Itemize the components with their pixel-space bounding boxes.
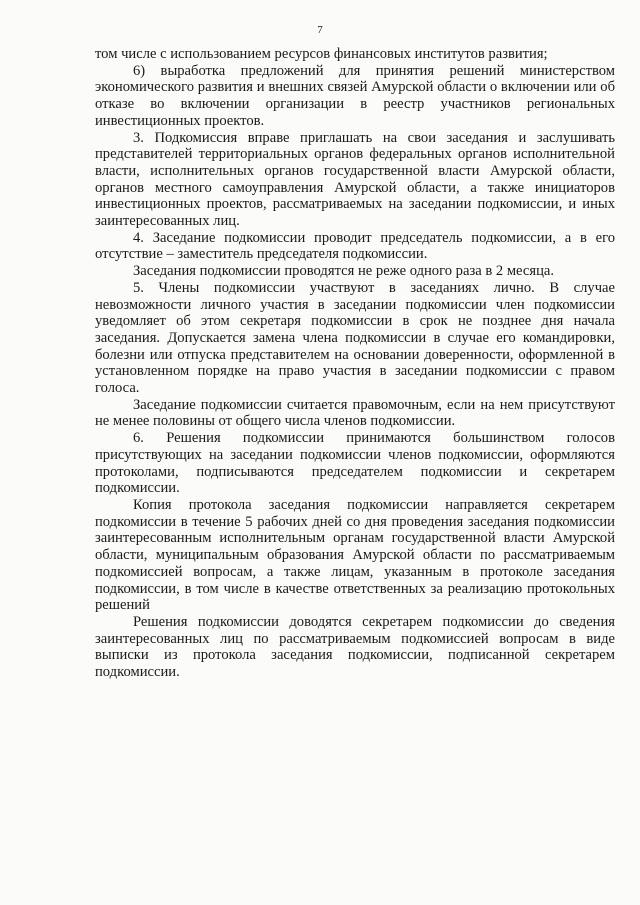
paragraph-continuation: том числе с использованием ресурсов финансовых институтов развития; [95,46,548,62]
paragraph-clause-6: 6. Решения подкомиссии принимаются большинством голосов присутствующих на заседании подкомиссии членов подкомиссии, оформляются протоколами, подписываются председателем подкомиссии и секретарем подкомиссии. [95,430,615,497]
paragraph-quorum: Заседание подкомиссии считается правомочным, если на нем присутствуют не менее половины от общего числа членов подкомиссии. [95,396,615,430]
paragraph-protocol-copy: Копия протокола заседания подкомиссии направляется секретарем подкомиссии в течение 5 рабочих дней со дня проведения заседания подкомиссии заинтересованным исполнительным органам государственной власти Амурской области, муниципальным образования Амурской области по рассматриваемым подкомиссией вопросам, а также лицам, указанным в протоколе заседания подкомиссии, в том числе в качестве ответственных за реализацию протокольных решений [95,496,615,614]
page-number: 7 [317,24,323,36]
paragraph-item-6: 6) выработка предложений для принятия решений министерством экономического развития и внешних связей Амурской области о включении или об отказе во включении организации в реестр участников региональных инвестиционных проектов. [95,62,615,129]
paragraph-meeting-frequency: Заседания подкомиссии проводятся не реже одного раза в 2 месяца. [133,263,555,280]
paragraph-clause-3: 3. Подкомиссия вправе приглашать на свои заседания и заслушивать представителей территориальных органов федеральных органов исполнительной власти, исполнительных органов государственной власти Амурской области, органов местного самоуправления Амурской области, а также инициаторов инвестиционных проектов, рассматриваемых на заседании подкомиссии, и иных заинтересованных лиц. [95,129,615,230]
paragraph-clause-5: 5. Члены подкомиссии участвуют в заседаниях лично. В случае невозможности личного участия в заседании подкомиссии член подкомиссии уведомляет об этом секретаря подкомиссии в срок не позднее дня начала заседания. Допускается замена члена подкомиссии в случае его командировки, болезни или отпуска представителем на основании доверенности, оформленной в установленном порядке на право участия в заседании подкомиссии с правом голоса. [95,279,615,397]
document-body [95,46,615,681]
paragraph-clause-4: 4. Заседание подкомиссии проводит председатель подкомиссии, а в его отсутствие – заместитель председателя подкомиссии. [95,229,615,263]
paragraph-decisions-communication: Решения подкомиссии доводятся секретарем подкомиссии до сведения заинтересованных лиц по рассматриваемым подкомиссией вопросам в виде выписки из протокола заседания подкомиссии, подписанной секретарем подкомиссии. [95,613,615,681]
